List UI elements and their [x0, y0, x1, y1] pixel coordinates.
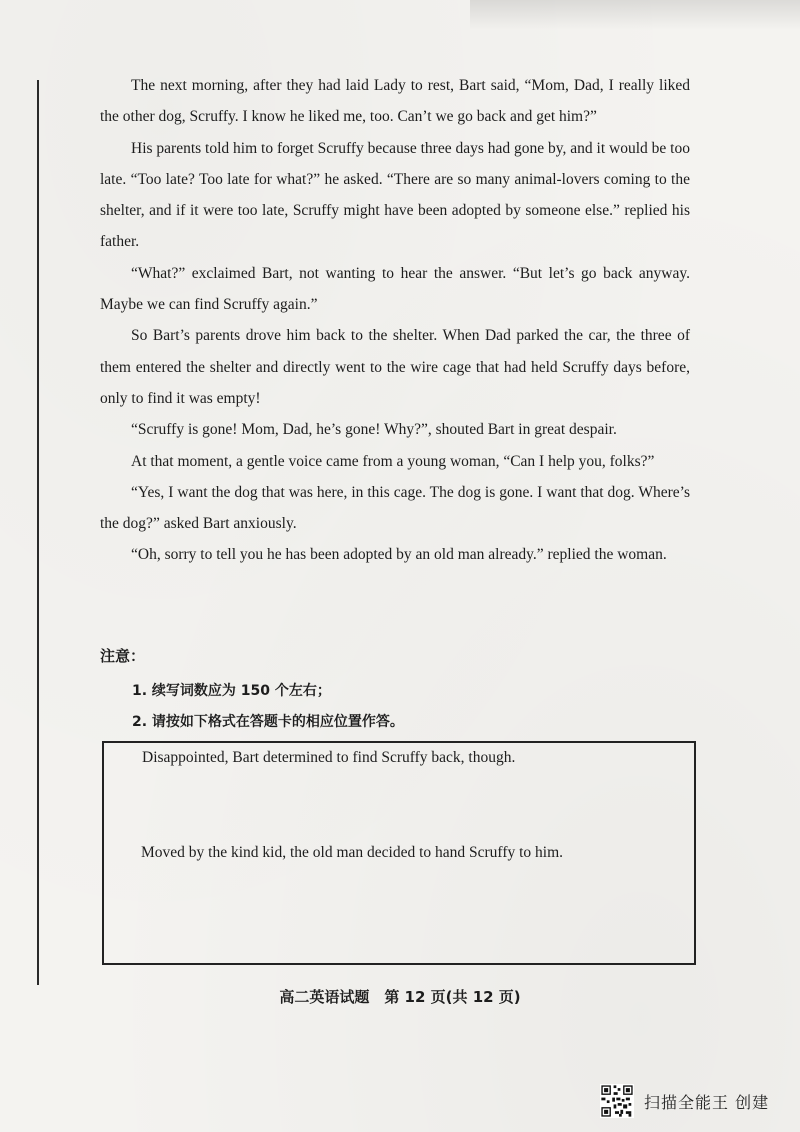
note-item-format: 2. 请按如下格式在答题卡的相应位置作答。 [132, 714, 404, 730]
answer-prompt-2: Moved by the kind kid, the old man decided to hand Scruffy to him. [141, 844, 564, 861]
notes-title: 注意： [100, 647, 146, 665]
story-paragraph: So Bart’s parents drove him back to the shelter. When Dad parked the car, the three of them entered the shelter and directly went to the wire cage that had held Scruffy days before, only to find it was empty! [100, 327, 690, 407]
answer-box [102, 741, 696, 965]
story-paragraph: “Oh, sorry to tell you he has been adopted by an old man already.” replied the woman. [131, 546, 667, 564]
story-paragraph: “Scruffy is gone! Mom, Dad, he’s gone! Why?”, shouted Bart in great despair. [131, 421, 617, 439]
story-paragraph: His parents told him to forget Scruffy because three days had gone by, and it would be too late. “Too late? Too late for what?” he asked. “There are so many animal-lovers coming to the shelter, and if it were too late, Scruffy might have been adopted by someone else.” replied his father. [100, 139, 690, 251]
scan-shadow [470, 0, 800, 30]
scanner-watermark [600, 1084, 769, 1118]
story-paragraph: The next morning, after they had laid Lady to rest, Bart said, “Mom, Dad, I really liked the other dog, Scruffy. I know he liked me, too. Can’t we go back and get him?” [100, 77, 690, 126]
story-paragraph: “What?” exclaimed Bart, not wanting to hear the answer. “But let’s go back anyway. Maybe we can find Scruffy again.” [100, 264, 690, 314]
story-paragraph: “Yes, I want the dog that was here, in this cage. The dog is gone. I want that dog. Where’s the dog?” asked Bart anxiously. [100, 483, 690, 533]
answer-prompt-1: Disappointed, Bart determined to find Scruffy back, though. [142, 749, 516, 766]
story-paragraph: At that moment, a gentle voice came from a young woman, “Can I help you, folks?” [131, 452, 655, 470]
margin-line [37, 80, 39, 985]
story-text [100, 70, 690, 571]
qr-code-icon [600, 1084, 634, 1118]
watermark-text: 扫描全能王 创建 [644, 1092, 770, 1112]
note-item-word-count: 1. 续写词数应为 150 个左右； [132, 683, 331, 699]
page-footer: 高二英语试题 第 12 页(共 12 页) [279, 988, 521, 1006]
notes-section [100, 645, 700, 742]
